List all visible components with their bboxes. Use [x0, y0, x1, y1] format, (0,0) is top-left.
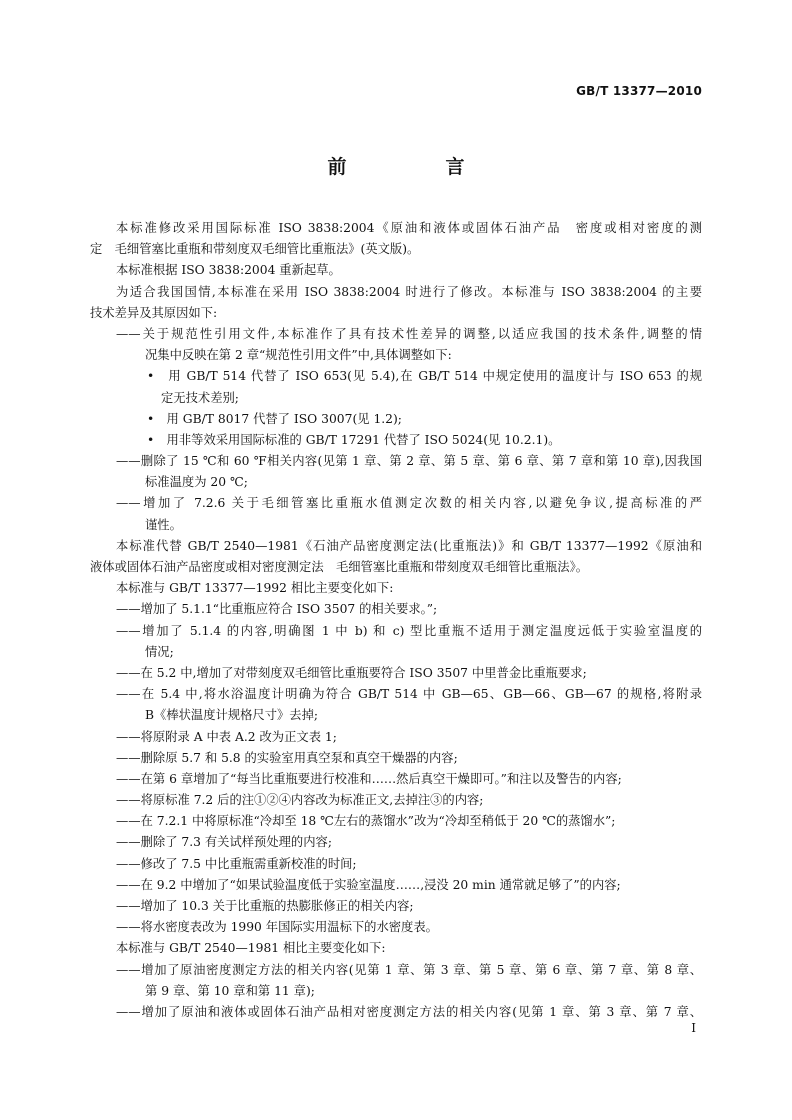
text-line: • 用 GB/T 514 代替了 ISO 653(见 5.4),在 GB/T 514 中规定使用的温度计与 ISO 653 的规 [147, 369, 702, 384]
text-line: 为适合我国国情,本标准在采用 ISO 3838:2004 时进行了修改。本标准与 ISO 3838:2004 的主要 [116, 284, 702, 299]
text-line: ——删除了 15 ℃和 60 ℉相关内容(见第 1 章、第 2 章、第 5 章、第 6 章、第 7 章和第 10 章),因我国 [116, 454, 702, 469]
text-line: 本标准与 GB/T 2540—1981 相比主要变化如下: [116, 941, 386, 956]
text-line: B《棒状温度计规格尺寸》去掉; [145, 708, 319, 723]
text-line: ——将原附录 A 中表 A.2 改为正文表 1; [116, 729, 337, 744]
text-line: ——删除了 7.3 有关试样预处理的内容; [116, 835, 332, 850]
text-line: 本标准代替 GB/T 2540—1981《石油产品密度测定法(比重瓶法)》和 GB/T 13377—1992《原油和 [116, 538, 702, 553]
text-line: ——在第 6 章增加了“每当比重瓶要进行校准和……然后真空干燥即可。”和注以及警告的内容; [116, 771, 622, 786]
text-line: ——增加了 10.3 关于比重瓶的热膨胀修正的相关内容; [116, 899, 414, 913]
text-line: 本标准修改采用国际标准 ISO 3838:2004《原油和液体或固体石油产品 密度或相对密度的测 [116, 221, 702, 235]
text-line: ——将原标准 7.2 后的注①②④内容改为标准正文,去掉注③的内容; [116, 793, 484, 808]
text-line: 本标准与 GB/T 13377—1992 相比主要变化如下: [116, 581, 394, 596]
text-line: • 用 GB/T 8017 代替了 ISO 3007(见 1.2); [147, 411, 402, 426]
page-title: 前 言 [327, 156, 505, 178]
text-line: 液体或固体石油产品密度或相对密度测定法 毛细管塞比重瓶和带刻度双毛细管比重瓶法》。 [90, 560, 589, 574]
text-line: ——修改了 7.5 中比重瓶需重新校准的时间; [116, 856, 357, 871]
text-line: • 用非等效采用国际标准的 GB/T 17291 代替了 ISO 5024(见 10.2.1)。 [147, 432, 561, 447]
text-line: ——在 5.4 中,将水浴温度计明确为符合 GB/T 514 中 GB—65、GB—66、GB—67 的规格,将附录 [116, 687, 702, 702]
text-line: ——增加了 7.2.6 关于毛细管塞比重瓶水值测定次数的相关内容,以避免争议,提高标准的严 [116, 496, 702, 511]
text-line: 情况; [145, 644, 174, 659]
text-line: ——增加了 5.1.1“比重瓶应符合 ISO 3507 的相关要求。”; [116, 602, 438, 617]
standard-number-header: GB/T 13377—2010 [576, 84, 702, 98]
text-line: 技术差异及其原因如下: [90, 305, 218, 320]
text-line: 本标准根据 ISO 3838:2004 重新起草。 [116, 263, 341, 278]
document-body [90, 218, 702, 1023]
text-line: ——增加了 5.1.4 的内容,明确图 1 中 b) 和 c) 型比重瓶不适用于测定温度远低于实验室温度的 [116, 623, 702, 638]
text-line: 谨性。 [145, 517, 182, 532]
text-line: 标准温度为 20 ℃; [145, 475, 248, 490]
text-line: ——将水密度表改为 1990 年国际实用温标下的水密度表。 [116, 920, 438, 935]
text-line: ——增加了原油和液体或固体石油产品相对密度测定方法的相关内容(见第 1 章、第 3 章、第 7 章、 [116, 1004, 702, 1019]
page-number: I [691, 1021, 696, 1035]
text-line: ——增加了原油密度测定方法的相关内容(见第 1 章、第 3 章、第 5 章、第 6 章、第 7 章、第 8 章、 [116, 962, 702, 977]
text-line: 况集中反映在第 2 章“规范性引用文件”中,具体调整如下: [145, 348, 452, 363]
text-line: ——在 9.2 中增加了“如果试验温度低于实验室温度……,浸没 20 min 通常就足够了”的内容; [116, 877, 621, 892]
text-line: ——在 5.2 中,增加了对带刻度双毛细管比重瓶要符合 ISO 3507 中里普金比重瓶要求; [116, 665, 587, 680]
text-line: 第 9 章、第 10 章和第 11 章); [145, 983, 315, 998]
text-line: ——关于规范性引用文件,本标准作了具有技术性差异的调整,以适应我国的技术条件,调整的情 [116, 326, 702, 341]
text-line: ——删除原 5.7 和 5.8 的实验室用真空泵和真空干燥器的内容; [116, 750, 458, 765]
text-line: 定无技术差别; [161, 390, 239, 405]
text-line: ——在 7.2.1 中将原标准“冷却至 18 ℃左右的蒸馏水”改为“冷却至稍低于 20 ℃的蒸馏水”; [116, 814, 616, 829]
text-line: 定 毛细管塞比重瓶和带刻度双毛细管比重瓶法》(英文版)。 [90, 242, 420, 257]
